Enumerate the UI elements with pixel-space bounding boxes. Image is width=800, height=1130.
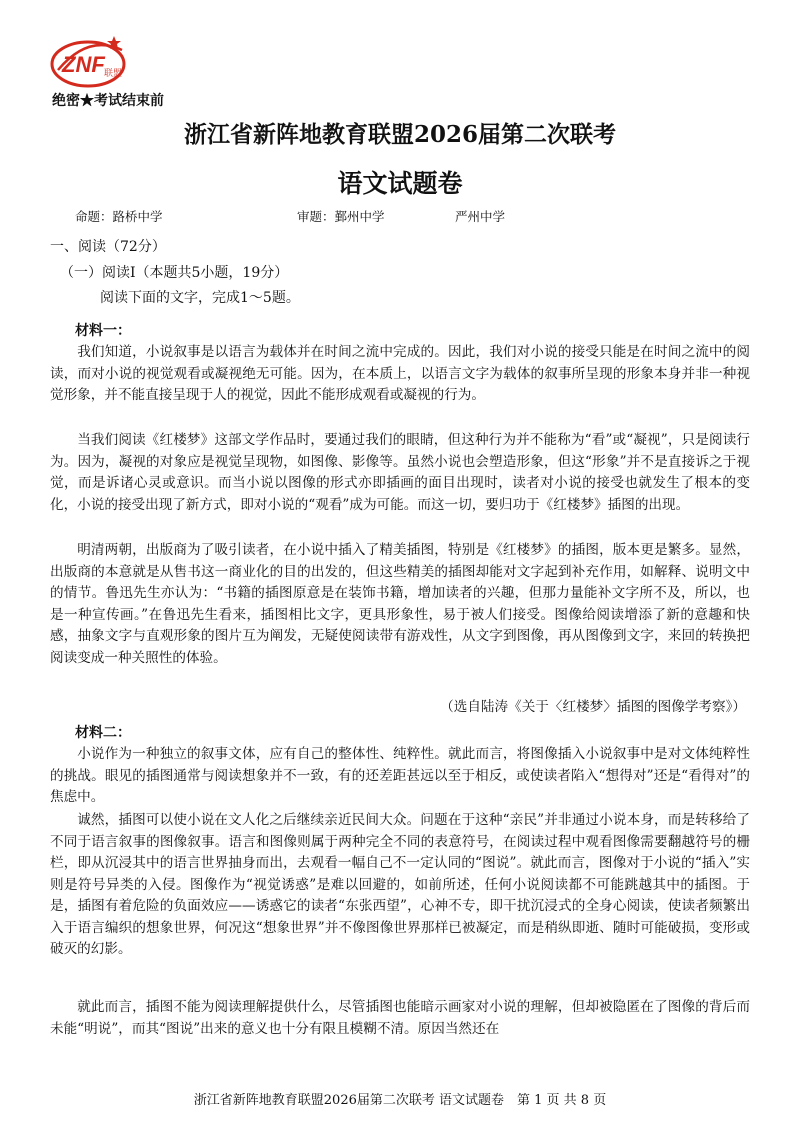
instruction: 阅读下面的文字，完成1～5题。 [100,290,300,306]
material1-paragraph-2: 当我们阅读《红楼梦》这部文学作品时，要通过我们的眼睛，但这种行为并不能称为“看”或“凝视”，只是阅读行为。因为，凝视的对象应是视觉呈现物，如图像、影像等。虽然小说也会塑造形象，但这“形象”并不是直接诉之于视觉，而是诉诸心灵或意识。而当小说以图像的形式亦即插画的面目出现时，读者对小说的接受也就发生了根本的变化，小说的接受出现了新方式，即对小说的“观看”成为可能。而这一切，要归功于《红楼梦》插图的出现。 [50,432,750,513]
material1-heading: 材料一： [75,323,131,339]
alliance-logo [48,30,130,92]
exam-title: 浙江省新阵地教育联盟2026届第二次联考 [183,121,616,148]
confidential-label: 绝密★考试结束前 [52,93,164,109]
subsection-heading: （一）阅读Ⅰ（本题共5小题，19分） [60,265,289,281]
material2-paragraph-2: 诚然，插图可以使小说在文人化之后继续亲近民间大众。问题在于这种“亲民”并非通过小说本身，而是转移给了不同于语言叙事的图像叙事。语言和图像则属于两种完全不同的表意符号，在阅读过程中观看图像需要翻越符号的栅栏，即从沉浸其中的语言世界抽身而出，去观看一幅自己不一定认同的“图说”。就此而言，图像对于小说的“插入”实则是符号异类的入侵。图像作为“视觉诱惑”是难以回避的，如前所述，任何小说阅读都不可能跳越其中的插图。于是，插图有着危险的负面效应——诱惑它的读者“东张西望”，心神不专，即干扰沉浸式的全身心阅读，使读者频繁出入于语言编织的想象世界，何况这“想象世界”并不像图像世界那样已被凝定，而是稍纵即逝、随时可能破损，变形或破灭的幻影。 [50,812,750,957]
material1-paragraph-3: 明清两朝，出版商为了吸引读者，在小说中插入了精美插图，特别是《红楼梦》的插图，版本更是繁多。显然，出版商的本意就是从售书这一商业化的目的出发的，但这些精美的插图却能对文字起到补充作用，如解释、说明文中的情节。鲁迅先生亦认为：“书籍的插图原意是在装饰书籍，增加读者的兴趣，但那力量能补文字所不及，所以，也是一种宣传画。”在鲁迅先生看来，插图相比文字，更具形象性，易于被人们接受。图像给阅读增添了新的意趣和快感，抽象文字与直观形象的图片互为阐发，无疑使阅读带有游戏性，从文字到图像，再从图像到文字，来回的转换把阅读变成一种关照性的体验。 [50,542,750,666]
material2-paragraph-1: 小说作为一种独立的叙事文体，应有自己的整体性、纯粹性。就此而言，将图像插入小说叙事中是对文体纯粹性的挑战。眼见的插图通常与阅读想象并不一致，有的还差距甚远以至于相反，或使读者陷入“想得对”还是“看得对”的焦虑中。 [50,746,750,805]
paper-title: 语文试题卷 [337,169,463,198]
reviewer-2: 严州中学 [455,209,506,224]
section-heading: 一、阅读（72分） [50,239,166,255]
page-footer: 浙江省新阵地教育联盟2026届第二次联考 语文试题卷 第 1 页 共 8 页 [193,1093,607,1108]
material1-citation: （选自陆涛《关于〈红楼梦〉插图的图像学考察》） [440,699,746,715]
material1-paragraph-1: 我们知道，小说叙事是以语言为载体并在时间之流中完成的。因此，我们对小说的接受只能是在时间之流中的阅读，而对小说的视觉观看或凝视绝无可能。因为，在本质上，以语言文字为载体的叙事所呈现的形象本身并非一种视觉形象，并不能直接呈现于人的视觉，因此不能形成观看或凝视的行为。 [50,344,750,403]
proposer: 命题：路桥中学 [75,209,163,224]
material2-paragraph-3: 就此而言，插图不能为阅读理解提供什么，尽管插图也能暗示画家对小说的理解，但却被隐匿在了图像的背后而未能“明说”，而其“图说”出来的意义也十分有限且模糊不清。原因当然还在 [50,999,750,1037]
reviewer: 审题：鄞州中学 [297,209,385,224]
logo-sub: 联盟 [104,69,123,79]
logo-text: ZNF [62,52,105,77]
material2-heading: 材料二： [75,725,131,741]
